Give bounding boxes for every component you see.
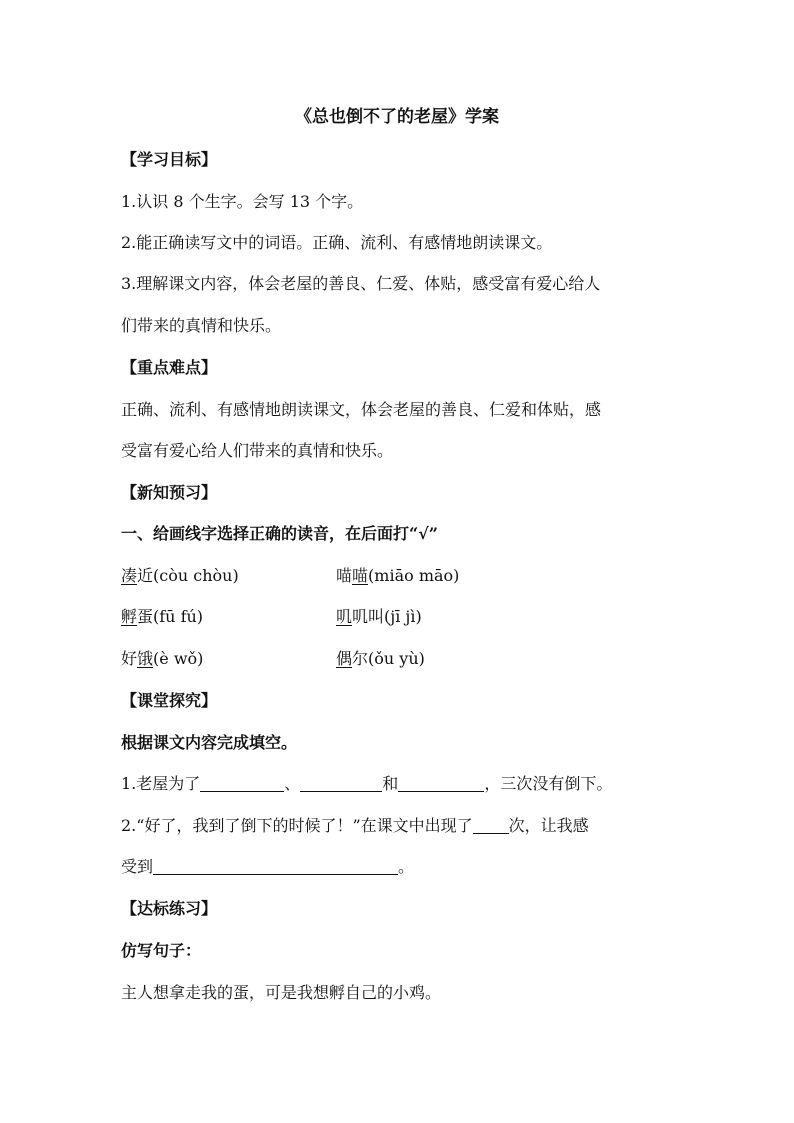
section-heading-explore: 【课堂探究】	[121, 691, 218, 710]
underlined-char: 喵	[352, 566, 369, 585]
section-heading-key-points: 【重点难点】	[121, 358, 218, 377]
section-heading-practice: 【达标练习】	[121, 899, 218, 918]
pinyin-item: 喵喵(miāo māo)	[336, 566, 460, 585]
fill-blank-question-2-cont: 受到 。	[121, 857, 415, 876]
key-points-line-2: 受富有爱心给人们带来的真情和快乐。	[121, 441, 394, 460]
preview-question: 一、给画线字选择正确的读音，在后面打“√”	[121, 524, 438, 543]
goal-item-3-line-2: 们带来的真情和快乐。	[121, 316, 282, 335]
pinyin-item: 偶尔(ǒu yù)	[336, 649, 425, 668]
section-heading-preview: 【新知预习】	[121, 483, 218, 502]
practice-sentence: 主人想拿走我的蛋，可是我想孵自己的小鸡。	[121, 983, 442, 1002]
goal-item-2: 2.能正确读写文中的词语。正确、流利、有感情地朗读课文。	[121, 233, 553, 252]
practice-instruction: 仿写句子：	[121, 941, 202, 960]
goal-item-1: 1.认识 8 个生字。会写 13 个字。	[121, 192, 364, 211]
pinyin-item: 好饿(è wǒ)	[121, 649, 204, 668]
section-heading-goals: 【学习目标】	[121, 150, 218, 169]
fill-blank-question-2: 2.“好了，我到了倒下的时候了！”在课文中出现了 次，让我感	[121, 816, 589, 835]
answer-blank[interactable]	[200, 775, 284, 792]
answer-blank[interactable]	[300, 775, 382, 792]
underlined-char: 叽	[336, 607, 353, 626]
pinyin-item: 凑近(còu chòu)	[121, 566, 239, 585]
pinyin-item: 叽叽叫(jī jì)	[336, 607, 422, 626]
fill-blank-question-1: 1.老屋为了 、 和 ，三次没有倒下。	[121, 774, 613, 793]
pinyin-item: 孵蛋(fū fú)	[121, 607, 204, 626]
explore-instruction: 根据课文内容完成填空。	[121, 733, 298, 752]
answer-blank[interactable]	[398, 775, 484, 792]
underlined-char: 孵	[121, 607, 138, 626]
underlined-char: 偶	[336, 649, 353, 668]
underlined-char: 凑	[121, 566, 138, 585]
answer-blank[interactable]	[473, 817, 509, 834]
answer-blank[interactable]	[153, 858, 398, 875]
underlined-char: 饿	[137, 649, 154, 668]
page-title: 《总也倒不了的老屋》学案	[295, 107, 499, 127]
key-points-line-1: 正确、流利、有感情地朗读课文，体会老屋的善良、仁爱和体贴，感	[121, 400, 602, 419]
goal-item-3-line-1: 3.理解课文内容，体会老屋的善良、仁爱、体贴，感受富有爱心给人	[121, 274, 601, 293]
